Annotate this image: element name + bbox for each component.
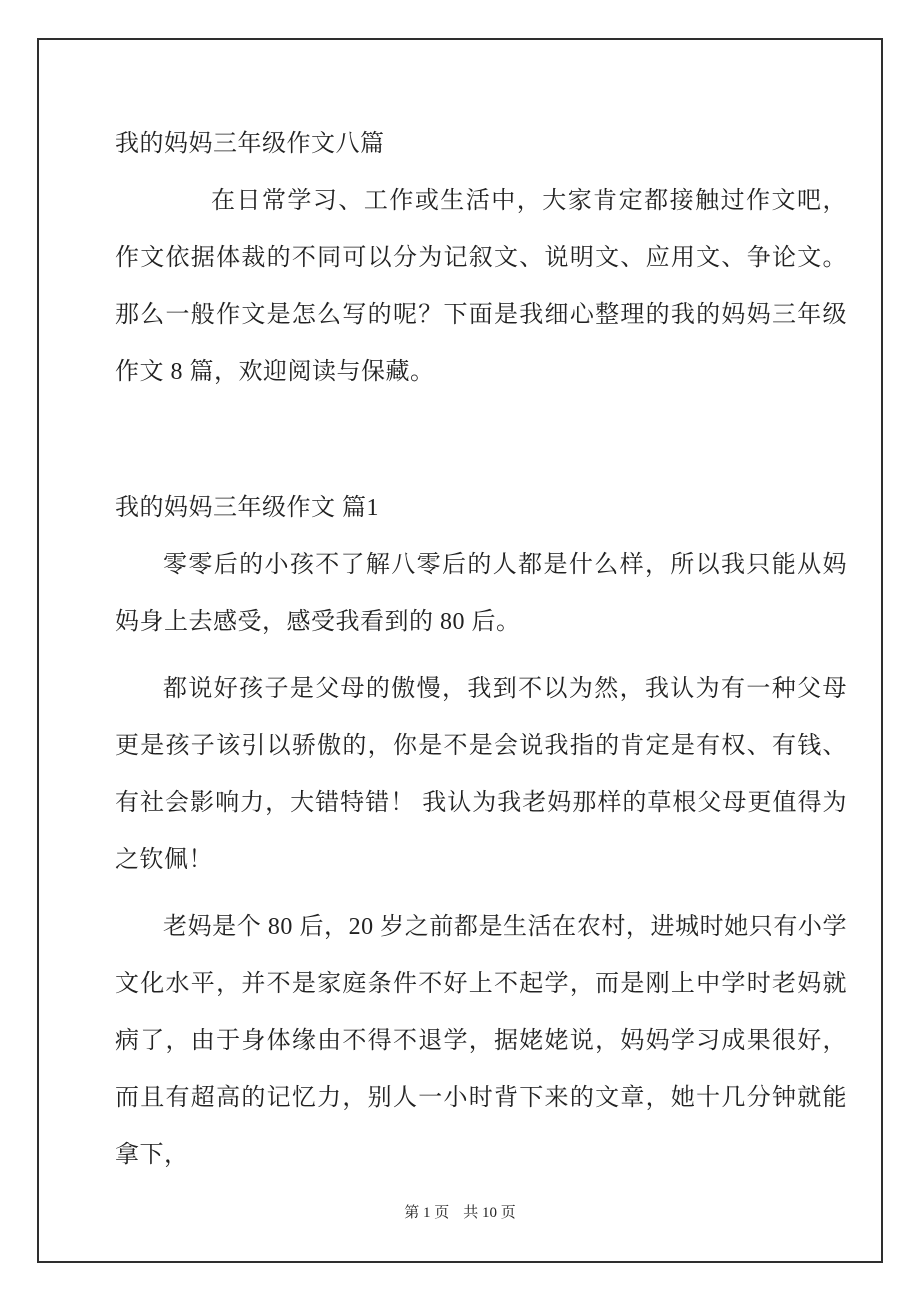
body-paragraph: 都说好孩子是父母的傲慢，我到不以为然，我认为有一种父母更是孩子该引以骄傲的，你是不是会说我指的肯定是有权、有钱、有社会影响力，大错特错！ 我认为我老妈那样的草根父母更值得为之钦佩！: [115, 676, 847, 873]
intro-paragraph: 在日常学习、工作或生活中，大家肯定都接触过作文吧，作文依据体裁的不同可以分为记叙文、说明文、应用文、争论文。那么一般作文是怎么写的呢？下面是我细心整理的我的妈妈三年级作文 8 篇，欢迎阅读与保藏。: [115, 188, 847, 385]
page-footer: [37, 1203, 883, 1223]
body-paragraph: 老妈是个 80 后，20 岁之前都是生活在农村，进城时她只有小学文化水平，并不是家庭条件不好上不起学，而是刚上中学时老妈就病了，由于身体缘由不得不退学，据姥姥说，妈妈学习成果很好，而且有超高的记忆力，别人一小时背下来的文章，她十几分钟就能拿下，: [115, 914, 847, 1168]
section-heading: 我的妈妈三年级作文 篇1: [115, 495, 379, 521]
footer-current-page: 第 1 页: [404, 1205, 450, 1221]
body-paragraph: 零零后的小孩不了解八零后的人都是什么样，所以我只能从妈妈身上去感受，感受我看到的 80 后。: [115, 552, 847, 635]
document-title: 我的妈妈三年级作文八篇: [115, 131, 385, 157]
footer-total-pages: 共 10 页: [463, 1205, 516, 1221]
document-body: [115, 0, 847, 1184]
